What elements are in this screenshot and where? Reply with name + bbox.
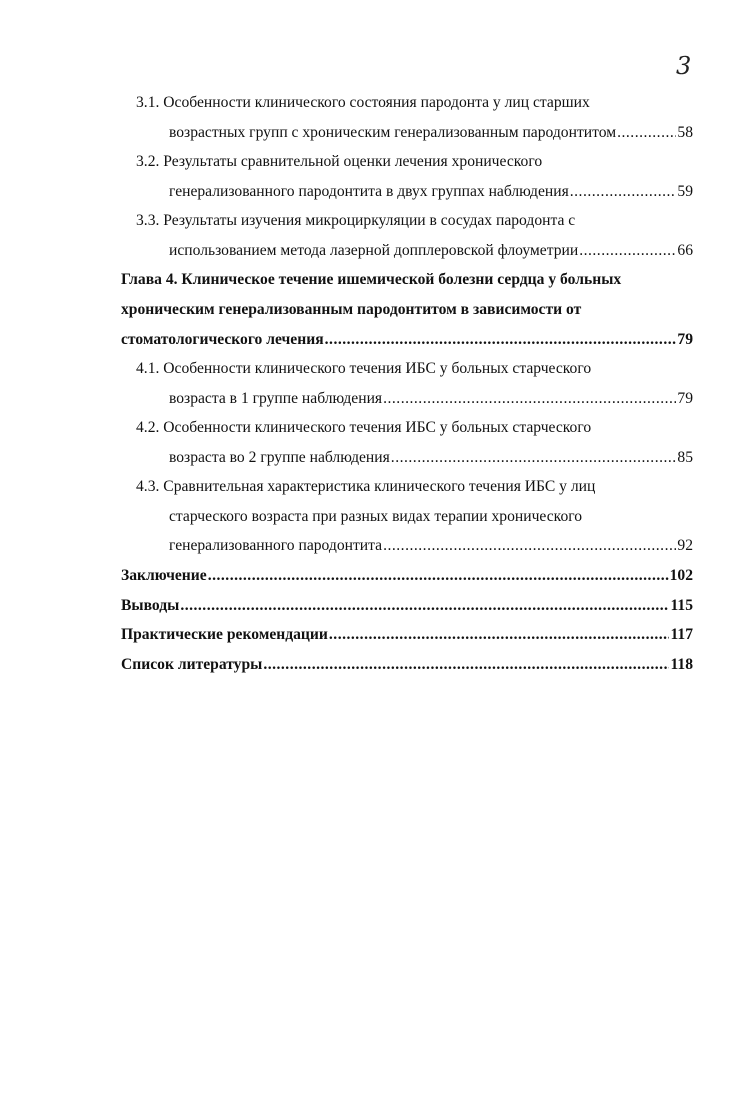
toc-entry-text: 4.3. Сравнительная характеристика клинического течения ИБС у лиц <box>136 478 596 495</box>
dot-leader <box>391 446 677 470</box>
dot-leader <box>263 653 669 677</box>
toc-page-number: 115 <box>670 597 693 614</box>
dot-leader <box>208 564 669 588</box>
toc-chapter-text: Глава 4. Клиническое течение ишемической болезни сердца у больных <box>121 271 622 288</box>
toc-entry-text: возраста во 2 группе наблюдения <box>169 449 390 466</box>
toc-chapter-text: хроническим генерализованным пародонтитом в зависимости от <box>121 301 582 318</box>
toc-line-references <box>121 653 693 677</box>
toc-line-findings <box>121 594 693 618</box>
toc-entry-text: старческого возраста при разных видах терапии хронического <box>169 508 583 525</box>
dot-leader <box>383 387 676 411</box>
toc-page-number: 58 <box>677 124 693 141</box>
toc-chapter-text: стоматологического лечения <box>121 331 324 348</box>
dot-leader <box>329 623 670 647</box>
toc-page-number: 66 <box>677 242 693 259</box>
toc-entry-text: генерализованного пародонтита в двух группах наблюдения <box>169 183 569 200</box>
toc-entry-text: возраста в 1 группе наблюдения <box>169 390 383 407</box>
toc-line-4-2-title <box>136 416 591 440</box>
toc-line-4-1-title <box>136 357 591 381</box>
toc-line-4-3-end <box>169 534 693 558</box>
toc-line-recommendations <box>121 623 693 647</box>
dot-leader <box>570 180 677 204</box>
toc-page-number: 79 <box>677 331 693 348</box>
dot-leader <box>325 328 677 352</box>
toc-line-chapter-4-end <box>121 328 693 352</box>
toc-page-number: 79 <box>677 390 693 407</box>
toc-page-number: 117 <box>670 626 693 643</box>
toc-entry-text: возрастных групп с хроническим генерализованным пародонтитом <box>169 124 617 141</box>
toc-chapter-text: Практические рекомендации <box>121 626 328 643</box>
toc-line-3-1-cont <box>169 121 693 145</box>
toc-line-4-3-cont <box>169 505 582 529</box>
toc-page-number: 85 <box>677 449 693 466</box>
toc-line-3-2-cont <box>169 180 693 204</box>
toc-entry-text: 3.2. Результаты сравнительной оценки лечения хронического <box>136 153 543 170</box>
toc-entry-text: использованием метода лазерной допплеровской флоуметрии <box>169 242 579 259</box>
toc-entry-text: генерализованного пародонтита <box>169 537 383 554</box>
toc-line-3-3-title <box>136 209 575 233</box>
toc-entry-text: 3.1. Особенности клинического состояния пародонта у лиц старших <box>136 94 590 111</box>
toc-chapter-text: Заключение <box>121 567 207 584</box>
toc-entry-text: 3.3. Результаты изучения микроциркуляции в сосудах пародонта с <box>136 212 576 229</box>
toc-entry-text: 4.1. Особенности клинического течения ИБС у больных старческого <box>136 360 592 377</box>
toc-chapter-text: Выводы <box>121 597 180 614</box>
dot-leader <box>383 534 676 558</box>
toc-entry-text: 4.2. Особенности клинического течения ИБС у больных старческого <box>136 419 592 436</box>
toc-line-3-3-cont <box>169 239 693 263</box>
toc-line-conclusion <box>121 564 693 588</box>
toc-line-3-1-title <box>136 91 590 115</box>
page-number-mark: 3 <box>676 52 692 80</box>
toc-chapter-text: Список литературы <box>121 656 263 673</box>
toc-line-chapter-4-cont <box>121 298 581 322</box>
toc-line-3-2-title <box>136 150 542 174</box>
toc-page-number: 59 <box>677 183 693 200</box>
toc-line-4-2-cont <box>169 446 693 470</box>
dot-leader <box>617 121 676 145</box>
dot-leader <box>579 239 676 263</box>
toc-line-4-1-cont <box>169 387 693 411</box>
toc-page-number: 102 <box>669 567 693 584</box>
toc-line-4-3-title <box>136 475 595 499</box>
dot-leader <box>180 594 669 618</box>
toc-line-chapter-4-title <box>121 268 621 292</box>
toc-page-number: 118 <box>670 656 693 673</box>
toc-page-number: 92 <box>677 537 693 554</box>
